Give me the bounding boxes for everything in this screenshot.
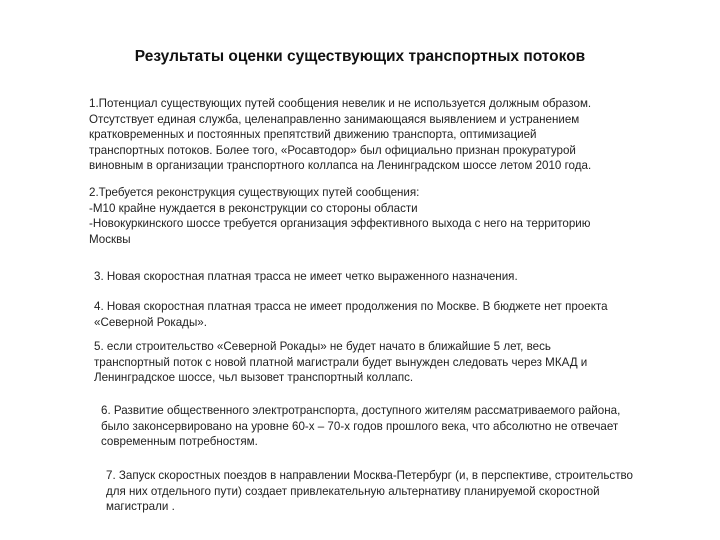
paragraph-line: современным потребностям. bbox=[101, 435, 258, 449]
paragraph-line: для них отдельного пути) создает привлекательную альтернативу планируемой скоростной bbox=[106, 484, 600, 498]
paragraph-line: 7. Запуск скоростных поездов в направлении Москва-Петербург (и, в перспективе, строительство bbox=[106, 469, 633, 482]
paragraph-5 bbox=[94, 339, 694, 386]
paragraph-6 bbox=[101, 403, 701, 450]
paragraph-line: 3. Новая скоростная платная трасса не имеет четко выраженного назначения. bbox=[94, 270, 518, 283]
paragraph-1 bbox=[89, 96, 689, 174]
paragraph-line: Ленинградское шоссе, чьл вызовет транспортный коллапс. bbox=[94, 371, 414, 385]
paragraph-line: 5. если строительство «Северной Рокады» не будет начато в ближайшие 5 лет, весь bbox=[94, 340, 551, 353]
paragraph-3 bbox=[94, 269, 684, 285]
paragraph-line: виновным в организации транспортного коллапса на Ленинградском шоссе летом 2010 года. bbox=[89, 159, 592, 173]
paragraph-4 bbox=[94, 299, 694, 330]
paragraph-line: 2.Требуется реконструкция существующих путей сообщения: bbox=[89, 186, 420, 199]
paragraph-line: -Новокуркинского шоссе требуется организация эффективного выхода с него на территорию bbox=[89, 217, 591, 231]
paragraph-line: кратковременных и постоянных препятствий движению транспорта, оптимизацией bbox=[89, 128, 537, 142]
paragraph-line: транспортный поток с новой платной магистрали будет вынужден следовать через МКАД и bbox=[94, 355, 588, 369]
paragraph-line: 6. Развитие общественного электротранспорта, доступного жителям рассматриваемого района, bbox=[101, 404, 621, 417]
page-title: Результаты оценки существующих транспортных потоков bbox=[134, 48, 586, 65]
paragraph-line: Отсутствует единая служба, целенаправленно занимающаяся выявлением и устранением bbox=[89, 112, 580, 126]
paragraph-line: 1.Потенциал существующих путей сообщения невелик и не используется должным образом. bbox=[89, 97, 592, 110]
paragraph-2 bbox=[89, 185, 679, 247]
paragraph-line: 4. Новая скоростная платная трасса не имеет продолжения по Москве. В бюджете нет проекта bbox=[94, 300, 608, 313]
paragraph-line: Москвы bbox=[89, 232, 131, 246]
paragraph-line: было законсервировано на уровне 60-х – 70-х годов прошлого века, что абсолютно не отвечает bbox=[101, 419, 619, 433]
paragraph-line: транспортных потоков. Более того, «Росавтодор» был официально признан прокуратурой bbox=[89, 143, 576, 157]
paragraph-line: магистрали . bbox=[106, 500, 175, 514]
paragraph-line: -М10 крайне нуждается в реконструкции со стороны области bbox=[89, 201, 418, 215]
paragraph-line: «Северной Рокады». bbox=[94, 315, 207, 329]
paragraph-7 bbox=[106, 468, 706, 515]
